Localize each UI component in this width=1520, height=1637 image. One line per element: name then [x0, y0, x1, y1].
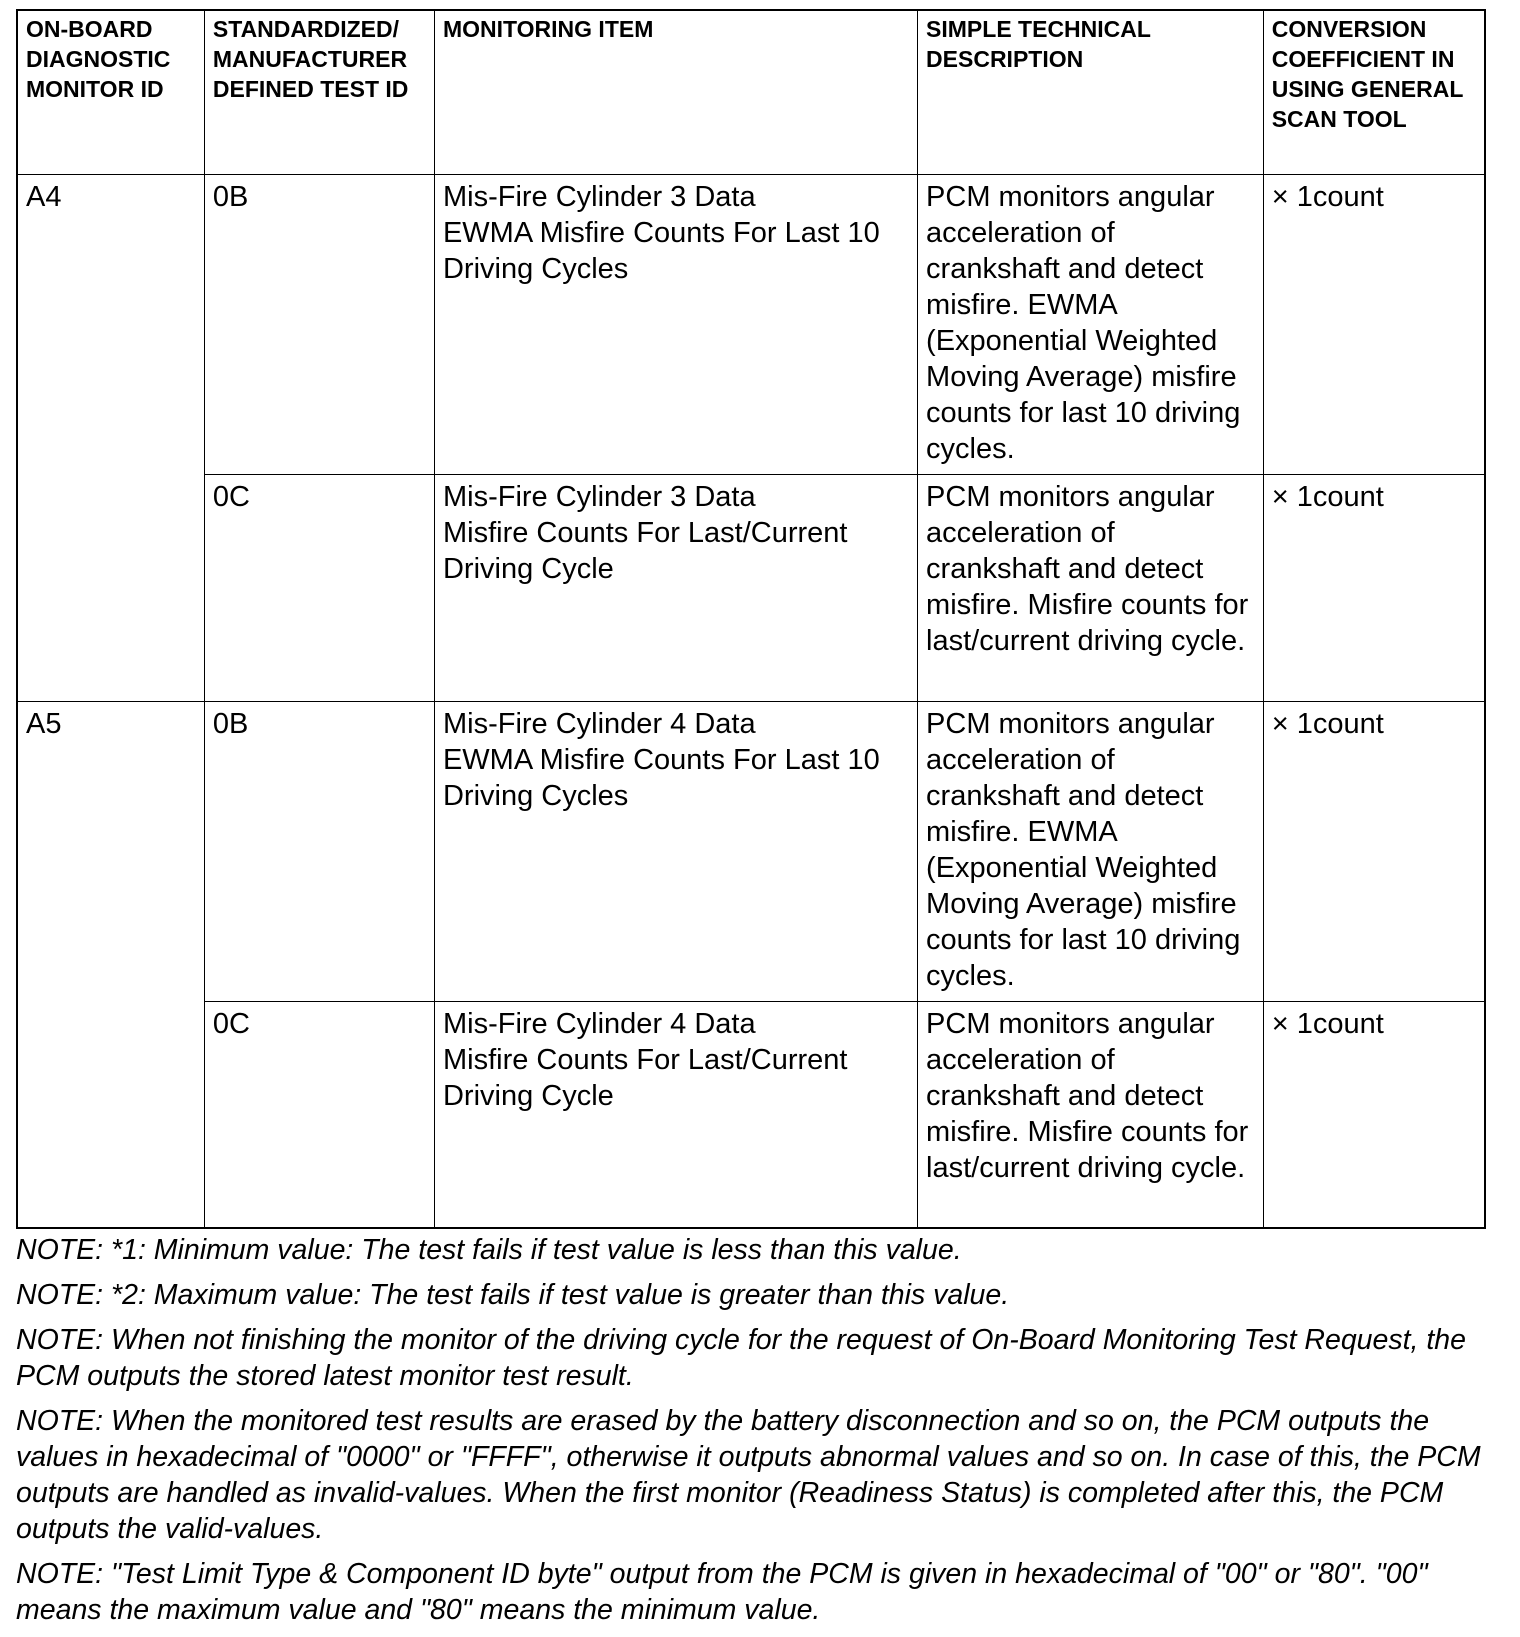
note-minimum-value: NOTE: *1: Minimum value: The test fails if test value is less than this value.: [16, 1234, 962, 1266]
monitoring-item-title: Mis-Fire Cylinder 3 Data: [442, 480, 756, 513]
notes-section: [16, 1232, 1486, 1628]
table-header-row: [17, 10, 1485, 174]
table-row: [17, 474, 1485, 701]
monitoring-item-cell: [434, 1001, 917, 1228]
note-test-limit-type: NOTE: "Test Limit Type & Component ID byte" output from the PCM is given in hexadecimal of "00" or "80". "00" means the maximum value and "80" means the minimum value.: [16, 1558, 1428, 1626]
monitoring-item-title: Mis-Fire Cylinder 4 Data: [442, 1007, 756, 1040]
header-monitor-id: ON-BOARD DIAGNOSTIC MONITOR ID: [17, 10, 204, 174]
monitoring-item-title: Mis-Fire Cylinder 4 Data: [442, 707, 756, 740]
coefficient-cell: × 1count: [1263, 174, 1485, 474]
monitoring-item-cell: [434, 701, 917, 1001]
note-stored-result: NOTE: When not finishing the monitor of the driving cycle for the request of On-Board Monitoring Test Request, the PCM outputs the stored latest monitor test result.: [16, 1324, 1467, 1392]
monitoring-item-detail: EWMA Misfire Counts For Last 10 Driving Cycles: [442, 216, 880, 285]
header-conversion-coefficient: CONVERSION COEFFICIENT IN USING GENERAL SCAN TOOL: [1263, 10, 1485, 174]
test-id-cell: 0C: [204, 474, 434, 701]
note-maximum-value: NOTE: *2: Maximum value: The test fails if test value is greater than this value.: [16, 1279, 1010, 1311]
coefficient-cell: × 1count: [1263, 474, 1485, 701]
coefficient-cell: × 1count: [1263, 1001, 1485, 1228]
test-id-cell: 0B: [204, 701, 434, 1001]
test-id-cell: 0C: [204, 1001, 434, 1228]
monitor-test-table: [16, 9, 1486, 1229]
monitor-id-cell: A5: [17, 701, 204, 1228]
description-cell: PCM monitors angular acceleration of crankshaft and detect misfire. Misfire counts for last/current driving cycle.: [918, 474, 1264, 701]
description-cell: PCM monitors angular acceleration of crankshaft and detect misfire. Misfire counts for last/current driving cycle.: [918, 1001, 1264, 1228]
header-test-id: STANDARDIZED/ MANUFACTURER DEFINED TEST ID: [204, 10, 434, 174]
table-row: [17, 701, 1485, 1001]
note-invalid-values: NOTE: When the monitored test results are erased by the battery disconnection and so on, the PCM outputs the values in hexadecimal of "0000" or "FFFF", otherwise it outputs abnormal values and so on. In case of this, the PCM outputs are handled as invalid-values. When the first monitor (Readiness Status) is completed after this, the PCM outputs the valid-values.: [16, 1405, 1481, 1545]
coefficient-cell: × 1count: [1263, 701, 1485, 1001]
monitor-id-cell: A4: [17, 174, 204, 701]
table-row: [17, 1001, 1485, 1228]
monitoring-item-cell: [434, 474, 917, 701]
document: [16, 9, 1486, 1637]
test-id-cell: 0B: [204, 174, 434, 474]
monitoring-item-detail: Misfire Counts For Last/Current Driving Cycle: [442, 1043, 848, 1112]
description-cell: PCM monitors angular acceleration of crankshaft and detect misfire. EWMA (Exponential Weighted Moving Average) misfire counts for last 10 driving cycles.: [918, 174, 1264, 474]
monitoring-item-detail: EWMA Misfire Counts For Last 10 Driving Cycles: [442, 743, 880, 812]
monitoring-item-title: Mis-Fire Cylinder 3 Data: [442, 180, 756, 213]
description-cell: PCM monitors angular acceleration of crankshaft and detect misfire. EWMA (Exponential Weighted Moving Average) misfire counts for last 10 driving cycles.: [918, 701, 1264, 1001]
table-row: [17, 174, 1485, 474]
header-technical-description: SIMPLE TECHNICAL DESCRIPTION: [918, 10, 1264, 174]
header-monitoring-item: MONITORING ITEM: [434, 10, 917, 174]
monitoring-item-cell: [434, 174, 917, 474]
monitoring-item-detail: Misfire Counts For Last/Current Driving Cycle: [442, 516, 848, 585]
